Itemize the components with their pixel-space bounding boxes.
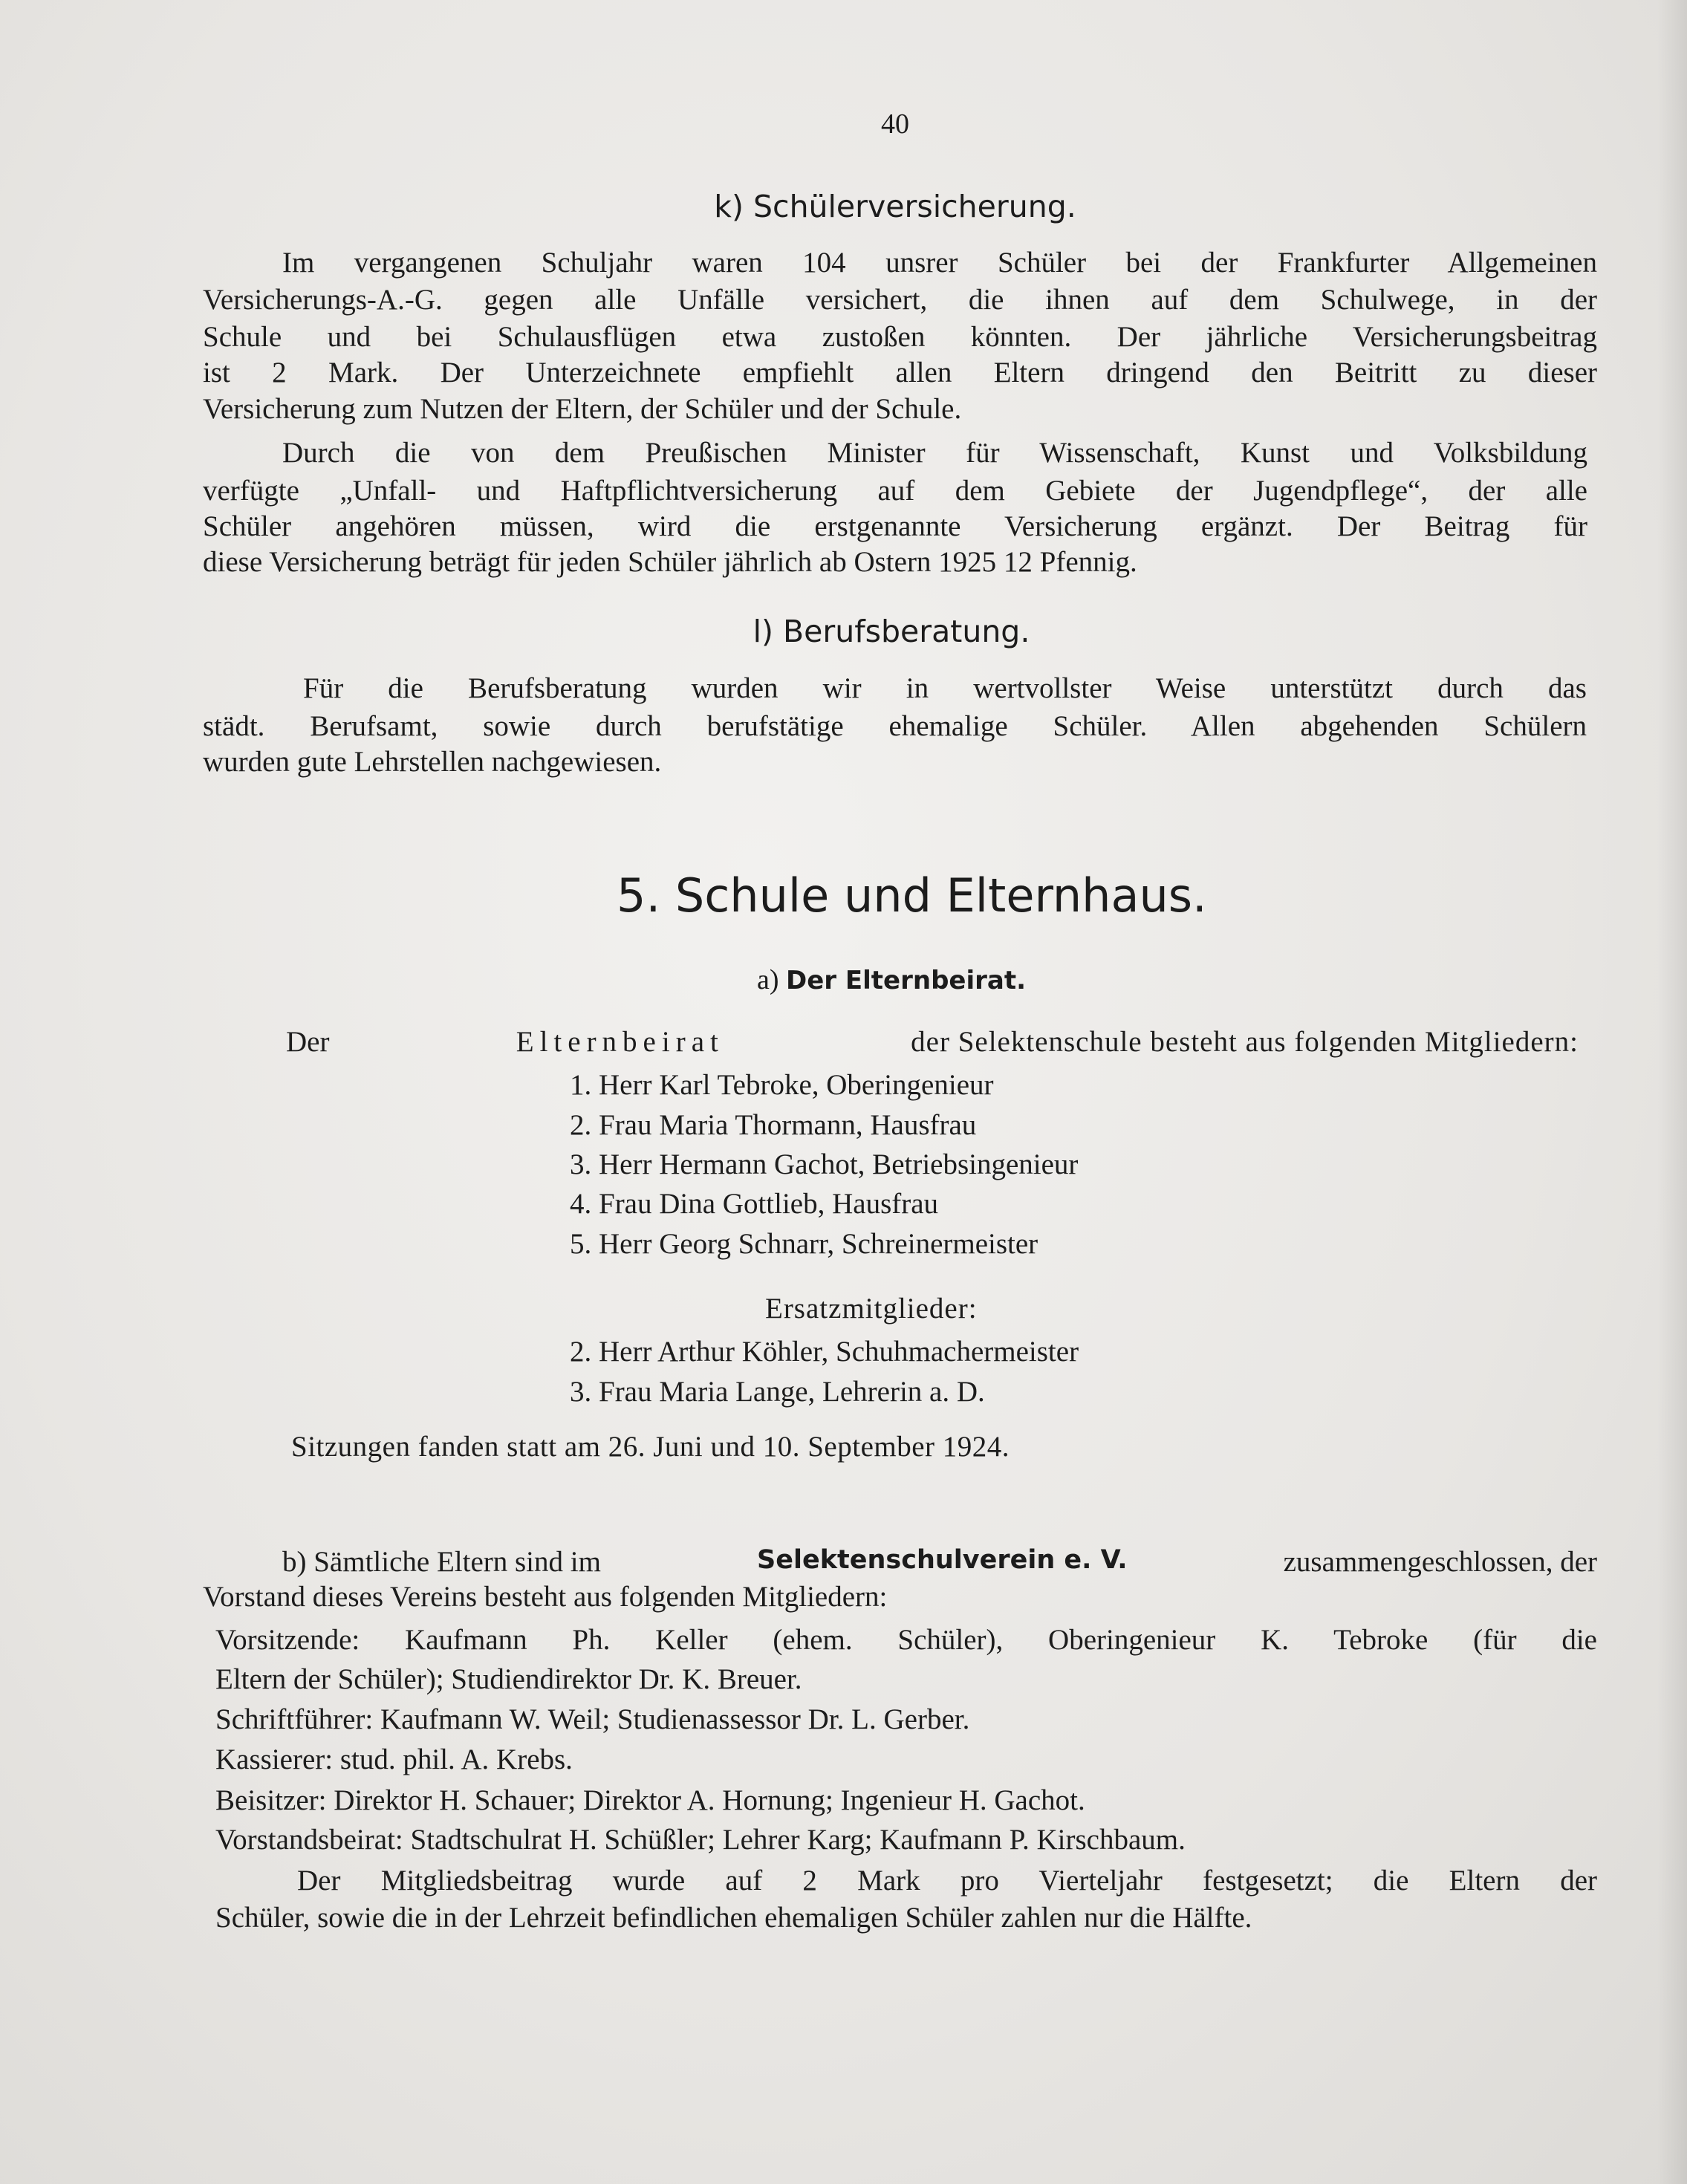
board-line: Vorsitzende: Kaufmann Ph. Keller (ehem. Schüler), Oberingenieur K. Tebroke (für die xyxy=(215,1624,1597,1656)
chapter-heading: 5. Schule und Elternhaus. xyxy=(617,868,1207,923)
section-b-line2: Vorstand dieses Vereins besteht aus folgenden Mitgliedern: xyxy=(203,1581,888,1613)
member-list-item: 5. Herr Georg Schnarr, Schreinermeister xyxy=(570,1228,1038,1260)
section-k-heading: k) Schülerversicherung. xyxy=(714,189,1076,224)
board-line: Eltern der Schüler); Studiendirektor Dr. K. Breuer. xyxy=(215,1663,802,1695)
board-line: Vorstandsbeirat: Stadtschulrat H. Schüßler; Lehrer Karg; Kaufmann P. Kirschbaum. xyxy=(215,1824,1186,1856)
board-line: Schriftführer: Kaufmann W. Weil; Studienassessor Dr. L. Gerber. xyxy=(215,1703,970,1735)
fee-line: Schüler, sowie die in der Lehrzeit befindlichen ehemaligen Schüler zahlen nur die Hälfte. xyxy=(215,1902,1252,1934)
section-b-line1-suffix: zusammengeschlossen, der xyxy=(1283,1546,1597,1578)
section-l-heading: l) Berufsberatung. xyxy=(753,614,1030,649)
section-a-heading xyxy=(669,966,1114,994)
section-b-line1-prefix: b) Sämtliche Eltern sind im xyxy=(282,1546,601,1578)
section-k-para1-line: Versicherung zum Nutzen der Eltern, der Schüler und der Schule. xyxy=(203,393,962,425)
substitutes-heading: Ersatzmitglieder: xyxy=(765,1293,978,1325)
section-k-para1-line: Im vergangenen Schuljahr waren 104 unsrer Schüler bei der Frankfurter Allgemeinen xyxy=(282,247,1597,279)
section-a-intro-rest: der Selektenschule besteht aus folgenden Mitgliedern: xyxy=(911,1026,1579,1058)
page-edge-shadow xyxy=(1657,0,1687,2184)
section-k-para2-line: Schüler angehören müssen, wird die erstgenannte Versicherung ergänzt. Der Beitrag für xyxy=(203,510,1587,542)
board-line: Kassierer: stud. phil. A. Krebs. xyxy=(215,1743,573,1775)
section-l-para-line: wurden gute Lehrstellen nachgewiesen. xyxy=(203,746,662,778)
member-list-item: 2. Frau Maria Thormann, Hausfrau xyxy=(570,1109,977,1141)
section-a-intro-prefix: Der xyxy=(286,1026,330,1058)
section-l-para-line: Für die Berufsberatung wurden wir in wertvollster Weise unterstützt durch das xyxy=(303,672,1587,704)
fee-line: Der Mitgliedsbeitrag wurde auf 2 Mark pro Vierteljahr festgesetzt; die Eltern der xyxy=(297,1865,1597,1897)
section-k-para1-line: ist 2 Mark. Der Unterzeichnete empfiehlt allen Eltern dringend den Beitritt zu dieser xyxy=(203,357,1597,389)
board-line: Beisitzer: Direktor H. Schauer; Direktor A. Hornung; Ingenieur H. Gachot. xyxy=(215,1784,1085,1816)
member-list-item: 4. Frau Dina Gottlieb, Hausfrau xyxy=(570,1188,939,1220)
member-list-item: 1. Herr Karl Tebroke, Oberingenieur xyxy=(570,1069,994,1101)
substitute-list-item: 2. Herr Arthur Köhler, Schuhmachermeister xyxy=(570,1336,1079,1368)
page-number: 40 xyxy=(881,108,909,140)
section-k-para1-line: Versicherungs-A.-G. gegen alle Unfälle versichert, die ihnen auf dem Schulwege, in der xyxy=(203,284,1597,316)
substitute-list-item: 3. Frau Maria Lange, Lehrerin a. D. xyxy=(570,1376,985,1408)
section-k-para1-line: Schule und bei Schulausflügen etwa zustoßen könnten. Der jährliche Versicherungsbeitrag xyxy=(203,321,1597,353)
section-b-line1 xyxy=(282,1547,1597,1576)
section-l-para-line: städt. Berufsamt, sowie durch berufstätige ehemalige Schüler. Allen abgehenden Schülern xyxy=(203,710,1587,742)
member-list-item: 3. Herr Hermann Gachot, Betriebsingenieur xyxy=(570,1148,1079,1180)
section-a-heading-title: Der Elternbeirat. xyxy=(786,966,1026,995)
meetings-note: Sitzungen fanden statt am 26. Juni und 10. September 1924. xyxy=(291,1431,1010,1463)
section-a-intro xyxy=(286,1027,1579,1056)
section-a-heading-prefix: a) xyxy=(756,964,779,995)
section-k-para2-line: verfügte „Unfall- und Haftpflichtversicherung auf dem Gebiete der Jugendpflege“, der alle xyxy=(203,475,1587,507)
section-k-para2-line: diese Versicherung beträgt für jeden Schüler jährlich ab Ostern 1925 12 Pfennig. xyxy=(203,546,1137,578)
section-k-para2-line: Durch die von dem Preußischen Minister für Wissenschaft, Kunst und Volksbildung xyxy=(282,437,1587,469)
section-b-line1-association: Selektenschulverein e. V. xyxy=(757,1545,1128,1575)
section-a-intro-spaced: Elternbeirat xyxy=(516,1026,724,1058)
